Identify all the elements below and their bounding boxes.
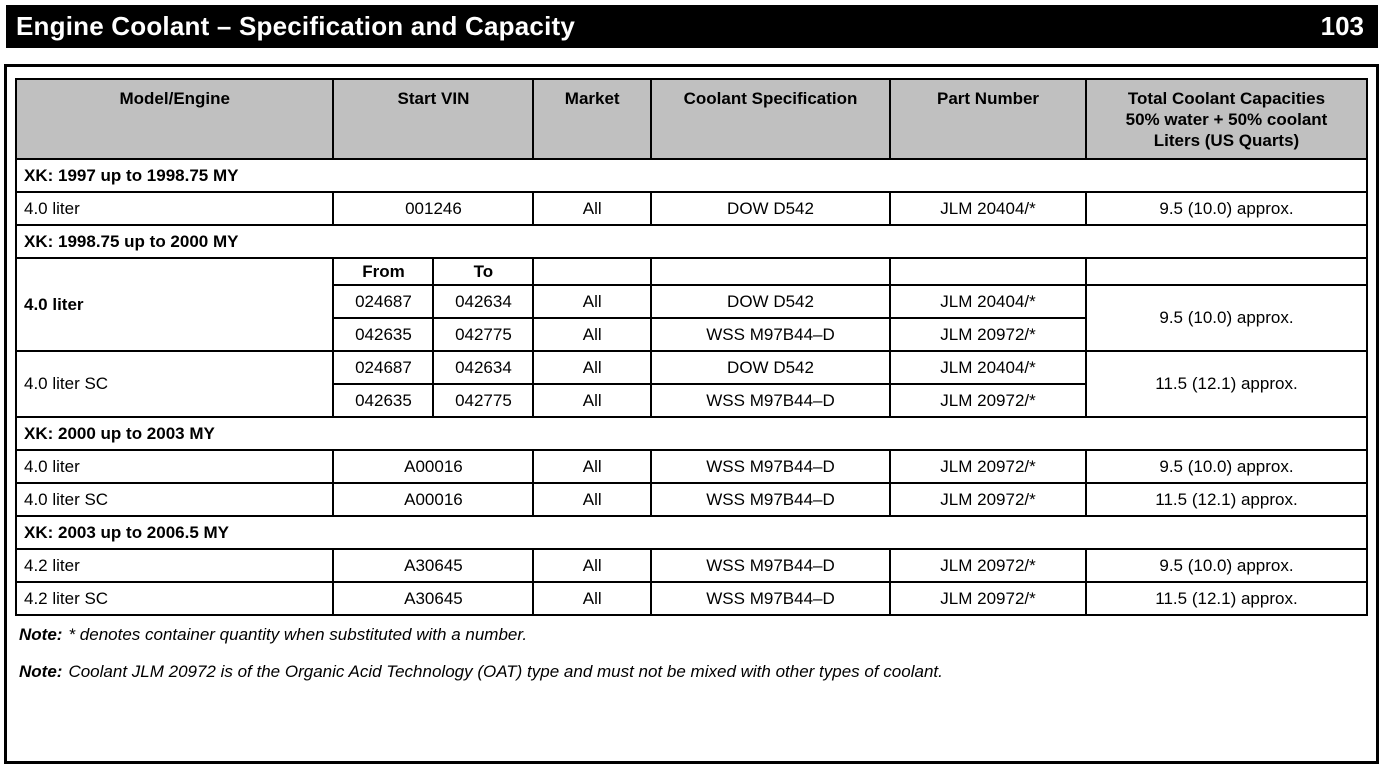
vin-cell: A30645 (333, 582, 533, 615)
note-asterisk (19, 623, 1366, 647)
page-number: 103 (1320, 11, 1364, 41)
part-cell: JLM 20404/* (890, 351, 1086, 384)
capacity-cell: 9.5 (10.0) approx. (1086, 285, 1367, 351)
market-cell: All (533, 318, 651, 351)
section-title: XK: 2003 up to 2006.5 MY (16, 516, 1367, 549)
spec-cell: WSS M97B44–D (651, 549, 890, 582)
market-cell: All (533, 450, 651, 483)
vin-from-cell: 042635 (333, 318, 433, 351)
section-title: XK: 2000 up to 2003 MY (16, 417, 1367, 450)
market-cell: All (533, 483, 651, 516)
vin-to-header: To (433, 258, 533, 285)
vin-to-cell: 042775 (433, 384, 533, 417)
table-row (16, 192, 1367, 225)
section-row-1998 (16, 225, 1367, 258)
coolant-spec-table (15, 78, 1368, 616)
part-cell: JLM 20404/* (890, 285, 1086, 318)
vin-from-cell: 024687 (333, 351, 433, 384)
note-text: Coolant JLM 20972 is of the Organic Acid Technology (OAT) type and must not be mixed with other types of coolant. (68, 662, 943, 681)
table-row (16, 483, 1367, 516)
table-row (16, 450, 1367, 483)
model-cell: 4.0 liter SC (16, 483, 333, 516)
section-title: XK: 1998.75 up to 2000 MY (16, 225, 1367, 258)
empty-cell (533, 258, 651, 285)
capacity-cell: 9.5 (10.0) approx. (1086, 549, 1367, 582)
notes-block (19, 623, 1366, 684)
market-cell: All (533, 582, 651, 615)
capacity-cell: 9.5 (10.0) approx. (1086, 192, 1367, 225)
section-title: XK: 1997 up to 1998.75 MY (16, 159, 1367, 192)
market-cell: All (533, 285, 651, 318)
part-cell: JLM 20972/* (890, 450, 1086, 483)
section-row-2000 (16, 417, 1367, 450)
market-cell: All (533, 192, 651, 225)
vin-to-cell: 042634 (433, 351, 533, 384)
col-header-capacity (1086, 79, 1367, 159)
part-cell: JLM 20972/* (890, 318, 1086, 351)
model-cell: 4.0 liter (16, 450, 333, 483)
vin-cell: A00016 (333, 483, 533, 516)
capacity-cell: 11.5 (12.1) approx. (1086, 351, 1367, 417)
part-cell: JLM 20972/* (890, 483, 1086, 516)
market-cell: All (533, 384, 651, 417)
capacity-header-line2: 50% water + 50% coolant (1125, 110, 1328, 129)
note-text: * denotes container quantity when substituted with a number. (68, 625, 528, 644)
table-row (16, 351, 1367, 384)
note-oat-coolant (19, 660, 1366, 684)
content-frame (4, 64, 1379, 764)
vin-cell: A00016 (333, 450, 533, 483)
vin-cell: 001246 (333, 192, 533, 225)
spec-cell: WSS M97B44–D (651, 450, 890, 483)
table-row (16, 549, 1367, 582)
spec-cell: WSS M97B44–D (651, 582, 890, 615)
col-header-coolant-spec: Coolant Specification (651, 79, 890, 159)
vin-to-cell: 042775 (433, 318, 533, 351)
part-cell: JLM 20972/* (890, 549, 1086, 582)
table-row (16, 582, 1367, 615)
note-label: Note: (19, 625, 63, 644)
capacity-header-line1: Total Coolant Capacities (1127, 89, 1326, 108)
part-cell: JLM 20972/* (890, 582, 1086, 615)
spec-cell: WSS M97B44–D (651, 384, 890, 417)
spec-cell: WSS M97B44–D (651, 318, 890, 351)
page-title-bar (6, 5, 1378, 48)
spec-cell: DOW D542 (651, 192, 890, 225)
spec-cell: DOW D542 (651, 351, 890, 384)
vin-from-cell: 024687 (333, 285, 433, 318)
spec-cell: WSS M97B44–D (651, 483, 890, 516)
empty-cell (651, 258, 890, 285)
model-cell: 4.2 liter (16, 549, 333, 582)
note-label: Note: (19, 662, 63, 681)
market-cell: All (533, 351, 651, 384)
model-cell: 4.0 liter SC (16, 351, 333, 417)
vin-to-cell: 042634 (433, 285, 533, 318)
model-cell: 4.0 liter (16, 258, 333, 351)
capacity-cell: 11.5 (12.1) approx. (1086, 582, 1367, 615)
empty-cell (890, 258, 1086, 285)
capacity-cell: 11.5 (12.1) approx. (1086, 483, 1367, 516)
vin-cell: A30645 (333, 549, 533, 582)
section-row-2003 (16, 516, 1367, 549)
col-header-model: Model/Engine (16, 79, 333, 159)
page-title: Engine Coolant – Specification and Capacity (16, 11, 576, 41)
vin-range-subheader-row (16, 258, 1367, 285)
empty-cell (1086, 258, 1367, 285)
capacity-cell: 9.5 (10.0) approx. (1086, 450, 1367, 483)
col-header-part-number: Part Number (890, 79, 1086, 159)
market-cell: All (533, 549, 651, 582)
model-cell: 4.2 liter SC (16, 582, 333, 615)
col-header-market: Market (533, 79, 651, 159)
model-cell: 4.0 liter (16, 192, 333, 225)
table-header-row (16, 79, 1367, 159)
section-row-1997 (16, 159, 1367, 192)
vin-from-header: From (333, 258, 433, 285)
part-cell: JLM 20404/* (890, 192, 1086, 225)
col-header-start-vin: Start VIN (333, 79, 533, 159)
capacity-header-line3: Liters (US Quarts) (1153, 131, 1300, 150)
vin-from-cell: 042635 (333, 384, 433, 417)
spec-cell: DOW D542 (651, 285, 890, 318)
part-cell: JLM 20972/* (890, 384, 1086, 417)
